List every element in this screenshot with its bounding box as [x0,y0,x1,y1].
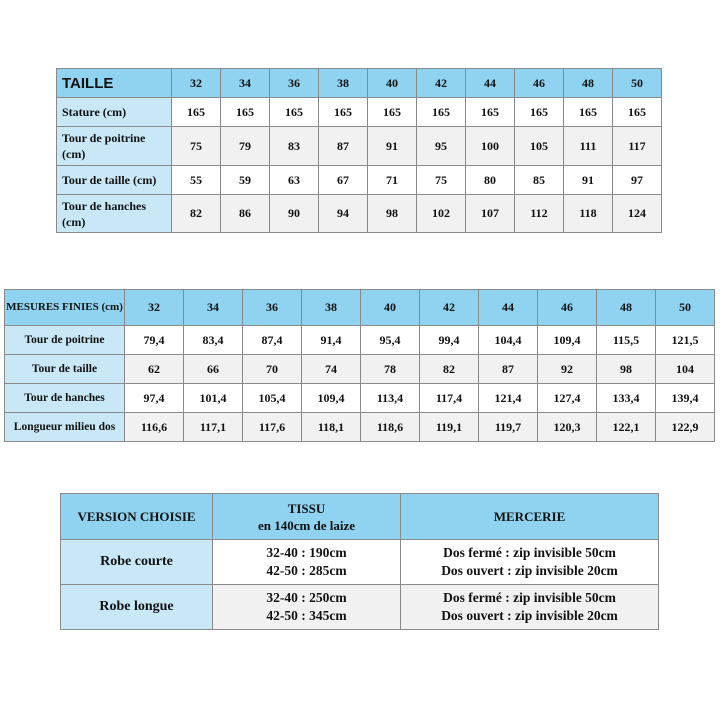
table-cell: 75 [417,166,466,195]
table-cell: 165 [368,98,417,127]
table-cell: 71 [368,166,417,195]
table-cell: 117,6 [243,413,302,442]
table-cell: 117 [613,127,662,166]
table-cell: 127,4 [538,384,597,413]
table-cell: 82 [420,355,479,384]
row-label: Tour de taille (cm) [57,166,172,195]
table-cell: 101,4 [184,384,243,413]
table-cell: 109,4 [538,326,597,355]
table-cell: 70 [243,355,302,384]
size-header: 46 [515,69,564,98]
table-row [57,166,662,195]
size-header: 42 [417,69,466,98]
size-header: 44 [479,290,538,326]
table-cell: 165 [564,98,613,127]
table-cell: 100 [466,127,515,166]
table-cell: 118 [564,195,613,233]
table-cell: 105,4 [243,384,302,413]
size-header: 40 [361,290,420,326]
table-cell: 62 [125,355,184,384]
table-cell: 98 [368,195,417,233]
size-header: 50 [613,69,662,98]
table-cell: 120,3 [538,413,597,442]
table-cell: 165 [466,98,515,127]
table-cell: 85 [515,166,564,195]
table-cell: 109,4 [302,384,361,413]
size-header: 40 [368,69,417,98]
table-cell: 111 [564,127,613,166]
row-label: Robe longue [61,585,213,630]
table-cell: 55 [172,166,221,195]
table-cell: 117,4 [420,384,479,413]
tissu-header-subtitle: en 140cm de laize [257,517,356,533]
size-header: 44 [466,69,515,98]
row-label: Tour de poitrine (cm) [57,127,172,166]
row-label: Tour de hanches (cm) [57,195,172,233]
table-cell: 102 [417,195,466,233]
table-row [5,413,715,442]
table-cell: 165 [613,98,662,127]
table-row [5,326,715,355]
size-header: 48 [564,69,613,98]
finished-measurements-table [4,289,715,442]
table-corner-label: MESURES FINIES (cm) [5,290,125,326]
table-cell: 87 [319,127,368,166]
table-cell: 121,4 [479,384,538,413]
table-cell: 165 [172,98,221,127]
tissu-cell [213,540,401,585]
table-cell: 124 [613,195,662,233]
mercerie-cell [401,585,659,630]
size-chart-table [56,68,662,233]
table-cell: 165 [515,98,564,127]
table-cell: 80 [466,166,515,195]
table-cell: 63 [270,166,319,195]
table-cell: 118,6 [361,413,420,442]
mercerie-cell [401,540,659,585]
table-cell: 98 [597,355,656,384]
table-cell: 79,4 [125,326,184,355]
table-cell: 87 [479,355,538,384]
table-cell: 82 [172,195,221,233]
table-cell: 117,1 [184,413,243,442]
table-row [61,585,659,630]
size-header: 34 [184,290,243,326]
table-header-row [57,69,662,98]
table-row [5,384,715,413]
tissu-line: 32-40 : 190cm [266,545,347,560]
mercerie-line: Dos fermé : zip invisible 50cm [443,545,616,560]
table-cell: 121,5 [656,326,715,355]
table-cell: 97,4 [125,384,184,413]
row-label: Robe courte [61,540,213,585]
tissu-cell [213,585,401,630]
size-header: 38 [302,290,361,326]
table-cell: 78 [361,355,420,384]
size-header: 32 [172,69,221,98]
table-cell: 92 [538,355,597,384]
table-cell: 66 [184,355,243,384]
size-header: 32 [125,290,184,326]
table-header-row [61,494,659,540]
table-corner-label: TAILLE [57,69,172,98]
table-cell: 105 [515,127,564,166]
mercerie-line: Dos ouvert : zip invisible 20cm [441,608,618,623]
row-label: Tour de poitrine [5,326,125,355]
version-header: VERSION CHOISIE [61,494,213,540]
table-cell: 165 [417,98,466,127]
tissu-line: 32-40 : 250cm [266,590,347,605]
table-header-row [5,290,715,326]
size-header: 34 [221,69,270,98]
table-cell: 74 [302,355,361,384]
mercerie-header: MERCERIE [401,494,659,540]
table-cell: 113,4 [361,384,420,413]
table-cell: 83 [270,127,319,166]
table-cell: 139,4 [656,384,715,413]
table-cell: 91 [564,166,613,195]
table-cell: 86 [221,195,270,233]
table-cell: 107 [466,195,515,233]
table-cell: 104,4 [479,326,538,355]
table-cell: 119,1 [420,413,479,442]
table-cell: 119,7 [479,413,538,442]
table-cell: 59 [221,166,270,195]
table-cell: 112 [515,195,564,233]
table-cell: 104 [656,355,715,384]
table-cell: 99,4 [420,326,479,355]
table-cell: 91 [368,127,417,166]
row-label: Longueur milieu dos [5,413,125,442]
table-row [61,540,659,585]
size-header: 42 [420,290,479,326]
table-cell: 165 [319,98,368,127]
size-header: 50 [656,290,715,326]
table-cell: 67 [319,166,368,195]
table-row [5,355,715,384]
row-label: Tour de hanches [5,384,125,413]
size-header: 46 [538,290,597,326]
tissu-header [213,494,401,540]
table-cell: 90 [270,195,319,233]
table-cell: 133,4 [597,384,656,413]
table-cell: 95 [417,127,466,166]
mercerie-line: Dos ouvert : zip invisible 20cm [441,563,618,578]
table-cell: 118,1 [302,413,361,442]
row-label: Stature (cm) [57,98,172,127]
table-cell: 87,4 [243,326,302,355]
table-row [57,98,662,127]
table-cell: 116,6 [125,413,184,442]
table-row [57,195,662,233]
table-cell: 115,5 [597,326,656,355]
table-cell: 79 [221,127,270,166]
table-cell: 83,4 [184,326,243,355]
table-cell: 97 [613,166,662,195]
size-header: 36 [270,69,319,98]
fabric-requirements-table [60,493,659,630]
table-cell: 122,9 [656,413,715,442]
table-cell: 95,4 [361,326,420,355]
size-header: 36 [243,290,302,326]
table-cell: 94 [319,195,368,233]
tissu-header-title: TISSU [287,500,326,516]
table-cell: 165 [270,98,319,127]
mercerie-line: Dos fermé : zip invisible 50cm [443,590,616,605]
table-cell: 122,1 [597,413,656,442]
size-header: 48 [597,290,656,326]
tissu-line: 42-50 : 285cm [266,563,347,578]
table-row [57,127,662,166]
row-label: Tour de taille [5,355,125,384]
table-cell: 75 [172,127,221,166]
size-header: 38 [319,69,368,98]
table-cell: 165 [221,98,270,127]
tissu-line: 42-50 : 345cm [266,608,347,623]
table-cell: 91,4 [302,326,361,355]
